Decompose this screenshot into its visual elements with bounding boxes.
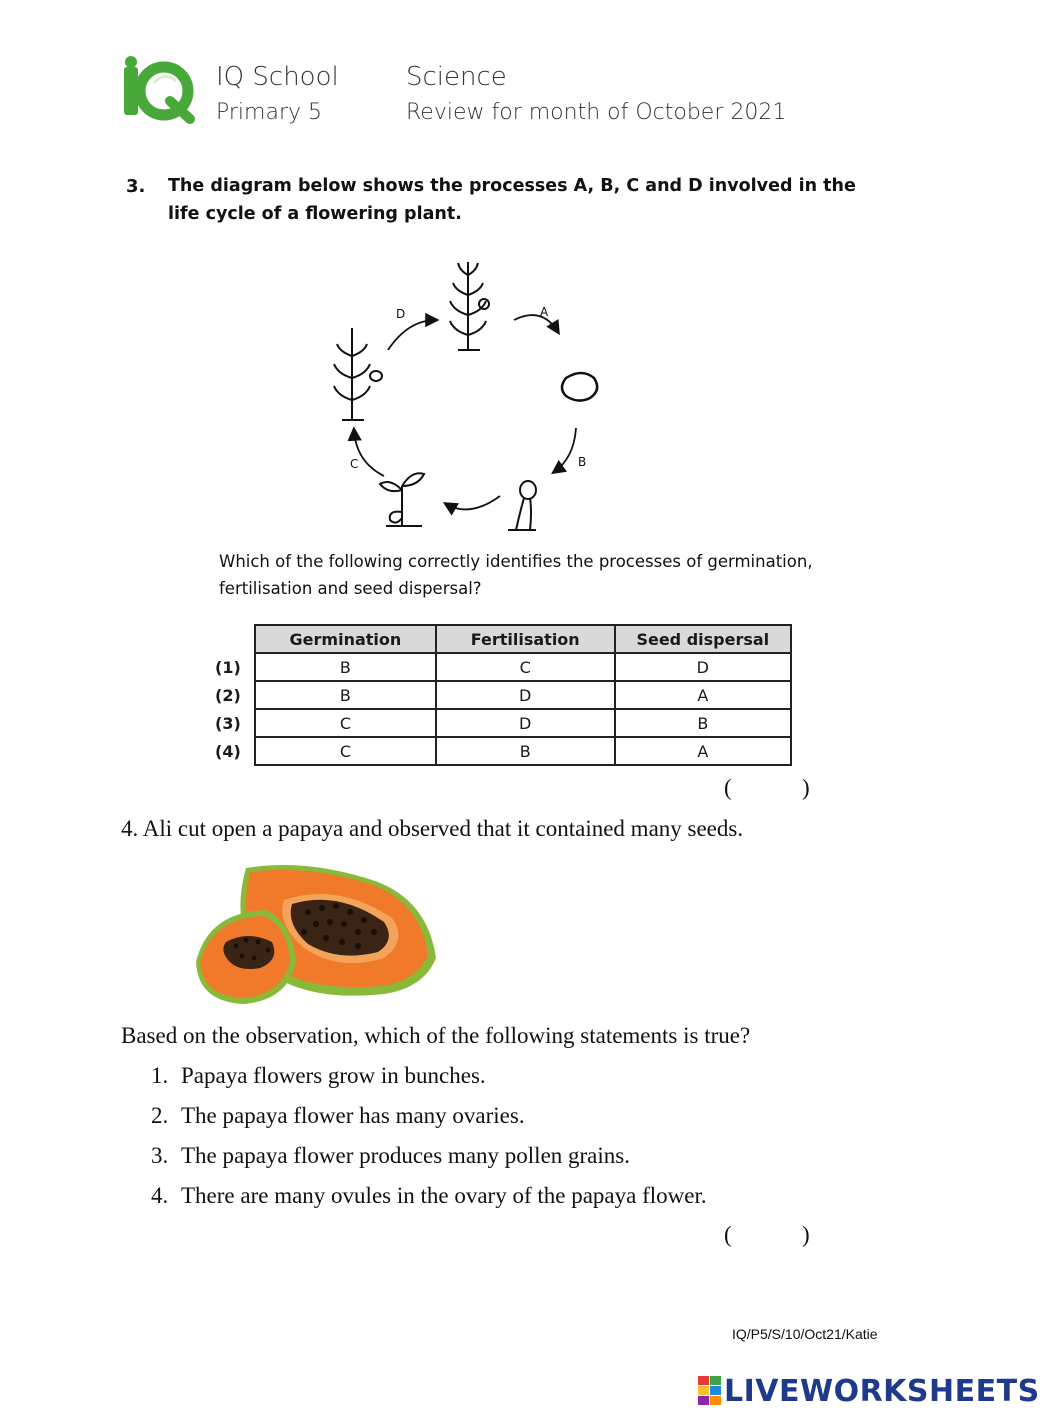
subject-title: Science	[406, 62, 507, 92]
q4-option-3-num: 3.	[151, 1143, 169, 1168]
row-label: (4)	[215, 742, 241, 761]
review-title: Review for month of October 2021	[406, 100, 787, 125]
q4-answer-close: )	[802, 1222, 810, 1247]
q4-text: 4. Ali cut open a papaya and observed that it contained many seeds.	[121, 816, 744, 841]
label-a: A	[540, 305, 549, 319]
q4-option-2-num: 2.	[151, 1103, 169, 1128]
germinating-seed	[508, 481, 536, 530]
row-label: (1)	[215, 658, 241, 677]
table-cell: B	[436, 737, 615, 765]
q3-question-line2: fertilisation and seed dispersal?	[219, 579, 482, 598]
iq-logo-icon	[118, 55, 194, 121]
seedling	[380, 473, 424, 526]
q4-option-3-text: The papaya flower produces many pollen grains.	[181, 1143, 630, 1168]
table-row	[255, 681, 791, 709]
liveworksheets-brand: LIVEWORKSHEETS	[724, 1373, 1040, 1409]
header-fertilisation: Fertilisation	[436, 625, 615, 653]
q4-option-1-text: Papaya flowers grow in bunches.	[181, 1063, 486, 1088]
plant-with-fruits	[334, 328, 382, 420]
q3-answer-close: )	[802, 775, 810, 800]
q3-number: 3.	[126, 176, 146, 197]
q3-answer-open: (	[724, 775, 732, 800]
life-cycle-diagram	[318, 250, 618, 540]
table-cell: D	[436, 709, 615, 737]
row-label: (3)	[215, 714, 241, 733]
header-seed-dispersal: Seed dispersal	[615, 625, 791, 653]
label-b: B	[578, 455, 587, 469]
table-cell: C	[255, 709, 436, 737]
liveworksheets-logo[interactable]	[698, 1374, 1040, 1408]
grade-level: Primary 5	[216, 100, 323, 125]
header-germination: Germination	[255, 625, 436, 653]
q3-answer-box[interactable]	[738, 778, 798, 804]
table-row	[255, 709, 791, 737]
table-cell: B	[615, 709, 791, 737]
seed	[562, 373, 597, 401]
liveworksheets-icon	[698, 1376, 722, 1406]
label-d: D	[396, 307, 406, 321]
table-cell: D	[615, 653, 791, 681]
table-cell: C	[436, 653, 615, 681]
table-cell: D	[436, 681, 615, 709]
papaya-image	[188, 862, 438, 1008]
table-cell: B	[255, 681, 436, 709]
table-cell: A	[615, 681, 791, 709]
table-row	[255, 737, 791, 765]
q4-answer-box[interactable]	[738, 1225, 798, 1251]
worksheet-code: IQ/P5/S/10/Oct21/Katie	[732, 1326, 878, 1342]
q4-option-4-num: 4.	[151, 1183, 169, 1208]
q4-option-1-num: 1.	[151, 1063, 169, 1088]
q3-text-line2: life cycle of a flowering plant.	[168, 204, 462, 224]
school-name: IQ School	[216, 62, 339, 92]
table-cell: A	[615, 737, 791, 765]
label-c: C	[350, 457, 359, 471]
q3-options-table	[254, 624, 792, 766]
q4-option-4-text: There are many ovules in the ovary of the papaya flower.	[181, 1183, 707, 1208]
papaya-icon	[188, 862, 438, 1008]
table-header-row	[255, 625, 791, 653]
row-label: (2)	[215, 686, 241, 705]
q3-text-line1: The diagram below shows the processes A, B, C and D involved in the	[168, 176, 856, 196]
flowering-plant-top	[450, 262, 489, 350]
q4-answer-open: (	[724, 1222, 732, 1247]
school-logo	[118, 55, 194, 121]
table-cell: C	[255, 737, 436, 765]
table-row	[255, 653, 791, 681]
q3-question-line1: Which of the following correctly identifies the processes of germination,	[219, 552, 813, 571]
q4-option-2-text: The papaya flower has many ovaries.	[181, 1103, 525, 1128]
q4-question: Based on the observation, which of the following statements is true?	[121, 1023, 751, 1048]
table-cell: B	[255, 653, 436, 681]
